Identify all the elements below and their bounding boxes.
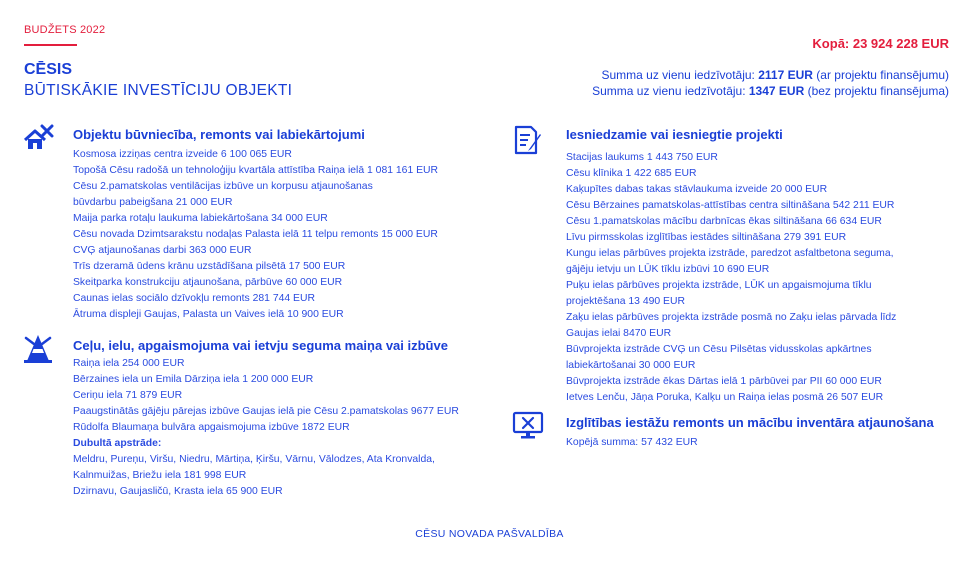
list-subheading: Dubultā apstrāde: <box>73 438 162 449</box>
document-pen-icon <box>512 124 544 156</box>
list-item: Meldru, Pureņu, Viršu, Niedru, Mārtiņa, Ķiršu, Vārnu, Vālodzes, Ata Kronvalda, <box>73 454 435 465</box>
list-item: Caunas ielas sociālo dzīvokļu remonts 281 744 EUR <box>73 293 315 304</box>
per-capita-suffix: (bez projektu finansējuma) <box>804 84 949 98</box>
list-item: gājēju ietvju un LŪK tīklu izbūvi 10 690 EUR <box>566 264 770 275</box>
budget-label: BUDŽETS 2022 <box>24 24 106 36</box>
list-item: Maija parka rotaļu laukuma labiekārtošana 34 000 EUR <box>73 213 328 224</box>
list-item: Dzirnavu, Gaujasličū, Krasta iela 65 900 EUR <box>73 486 283 497</box>
per-capita-with-projects <box>601 68 949 82</box>
per-capita-without-projects <box>592 84 949 98</box>
page-subtitle: BŪTISKĀKIE INVESTĪCIJU OBJEKTI <box>24 82 293 99</box>
list-item: Cēsu Bērzaines pamatskolas-attīstības centra siltināšana 542 211 EUR <box>566 200 895 211</box>
list-item: Gaujas ielai 8470 EUR <box>566 328 672 339</box>
list-item: Bērzaines iela un Emila Dārziņa iela 1 200 000 EUR <box>73 374 314 385</box>
list-item: Būvprojekta izstrāde CVĢ un Cēsu Pilsētas vidusskolas apkārtnes <box>566 344 872 355</box>
section-title: Izglītības iestāžu remonts un mācību inventāra atjaunošana <box>566 415 934 430</box>
education-items <box>566 435 698 451</box>
list-item: būvdarbu pabeigšana 21 000 EUR <box>73 197 233 208</box>
construction-items <box>73 147 438 323</box>
list-item: Stacijas laukums 1 443 750 EUR <box>566 152 718 163</box>
list-item: Būvprojekta izstrāde ēkas Dārtas ielā 1 pārbūvei par PII 60 000 EUR <box>566 376 882 387</box>
total-amount: Kopā: 23 924 228 EUR <box>812 36 949 51</box>
list-item: Ātruma displeji Gaujas, Palasta un Vaives ielā 10 900 EUR <box>73 309 344 320</box>
list-item: Kaķupītes dabas takas stāvlaukuma izveide 20 000 EUR <box>566 184 828 195</box>
list-item: Topošā Cēsu radošā un tehnoloģiju kvartāla attīstība Raiņa ielā 1 081 161 EUR <box>73 165 439 176</box>
list-item: Cēsu klīnika 1 422 685 EUR <box>566 168 697 179</box>
list-item: Cēsu novada Dzimtsarakstu nodaļas Palasta ielā 11 telpu remonts 15 000 EUR <box>73 229 438 240</box>
list-item: Trīs dzeramā ūdens krānu uzstādīšana pilsētā 17 500 EUR <box>73 261 346 272</box>
list-item: Cēsu 2.pamatskolas ventilācijas izbūve un korpusu atjaunošanas <box>73 181 373 192</box>
per-capita-prefix: Summa uz vienu iedzīvotāju: <box>592 84 749 98</box>
roads-items <box>73 356 459 500</box>
list-item: Puķu ielas pārbūves projekta izstrāde, LŪK un apgaismojuma tīklu <box>566 280 872 291</box>
list-item: Kopējā summa: 57 432 EUR <box>566 437 698 448</box>
list-item: CVĢ atjaunošanas darbi 363 000 EUR <box>73 245 252 256</box>
page-title: CĒSIS <box>24 61 73 78</box>
list-item: Zaķu ielas pārbūves projekta izstrāde posmā no Zaķu ielas pārvada līdz <box>566 312 897 323</box>
per-capita-value: 2117 EUR <box>758 68 813 82</box>
list-item: Kungu ielas pārbūves projekta izstrāde, paredzot asfaltbetona seguma, <box>566 248 894 259</box>
list-item: Kalnmuižas, Briežu iela 181 998 EUR <box>73 470 247 481</box>
list-item: Kosmosa izziņas centra izveide 6 100 065 EUR <box>73 149 292 160</box>
road-cone-icon <box>22 332 54 364</box>
list-item: labiekārtošanai 30 000 EUR <box>566 360 696 371</box>
monitor-tools-icon <box>512 409 544 441</box>
per-capita-value: 1347 EUR <box>748 84 805 98</box>
per-capita-suffix: (ar projektu finansējumu) <box>812 68 949 82</box>
list-item: Skeitparka konstrukciju atjaunošana, pārbūve 60 000 EUR <box>73 277 343 288</box>
tools-house-icon <box>22 122 54 154</box>
list-item: Rūdolfa Blaumaņa bulvāra apgaismojuma izbūve 1872 EUR <box>73 422 350 433</box>
section-title: Ceļu, ielu, apgaismojuma vai ietvju seguma maiņa vai izbūve <box>73 338 448 353</box>
list-item: Ceriņu iela 71 879 EUR <box>73 390 183 401</box>
list-item: Raiņa iela 254 000 EUR <box>73 358 185 369</box>
projects-items <box>566 150 896 406</box>
list-item: Ietves Lenču, Jāņa Poruka, Kalķu un Raiņa ielas posmā 26 507 EUR <box>566 392 884 403</box>
label-divider <box>24 44 77 46</box>
section-title: Iesniedzamie vai iesniegtie projekti <box>566 127 783 142</box>
list-item: Līvu pirmsskolas izglītības iestādes siltināšana 279 391 EUR <box>566 232 847 243</box>
footer-organization: CĒSU NOVADA PAŠVALDĪBA <box>415 528 564 540</box>
list-item: Paaugstinātās gājēju pārejas izbūve Gaujas ielā pie Cēsu 2.pamatskolas 9677 EUR <box>73 406 459 417</box>
list-item: Cēsu 1.pamatskolas mācību darbnīcas ēkas siltināšana 66 634 EUR <box>566 216 882 227</box>
section-title: Objektu būvniecība, remonts vai labiekārtojumi <box>73 127 365 142</box>
list-item: projektēšana 13 490 EUR <box>566 296 685 307</box>
per-capita-prefix: Summa uz vienu iedzīvotāju: <box>601 68 759 82</box>
